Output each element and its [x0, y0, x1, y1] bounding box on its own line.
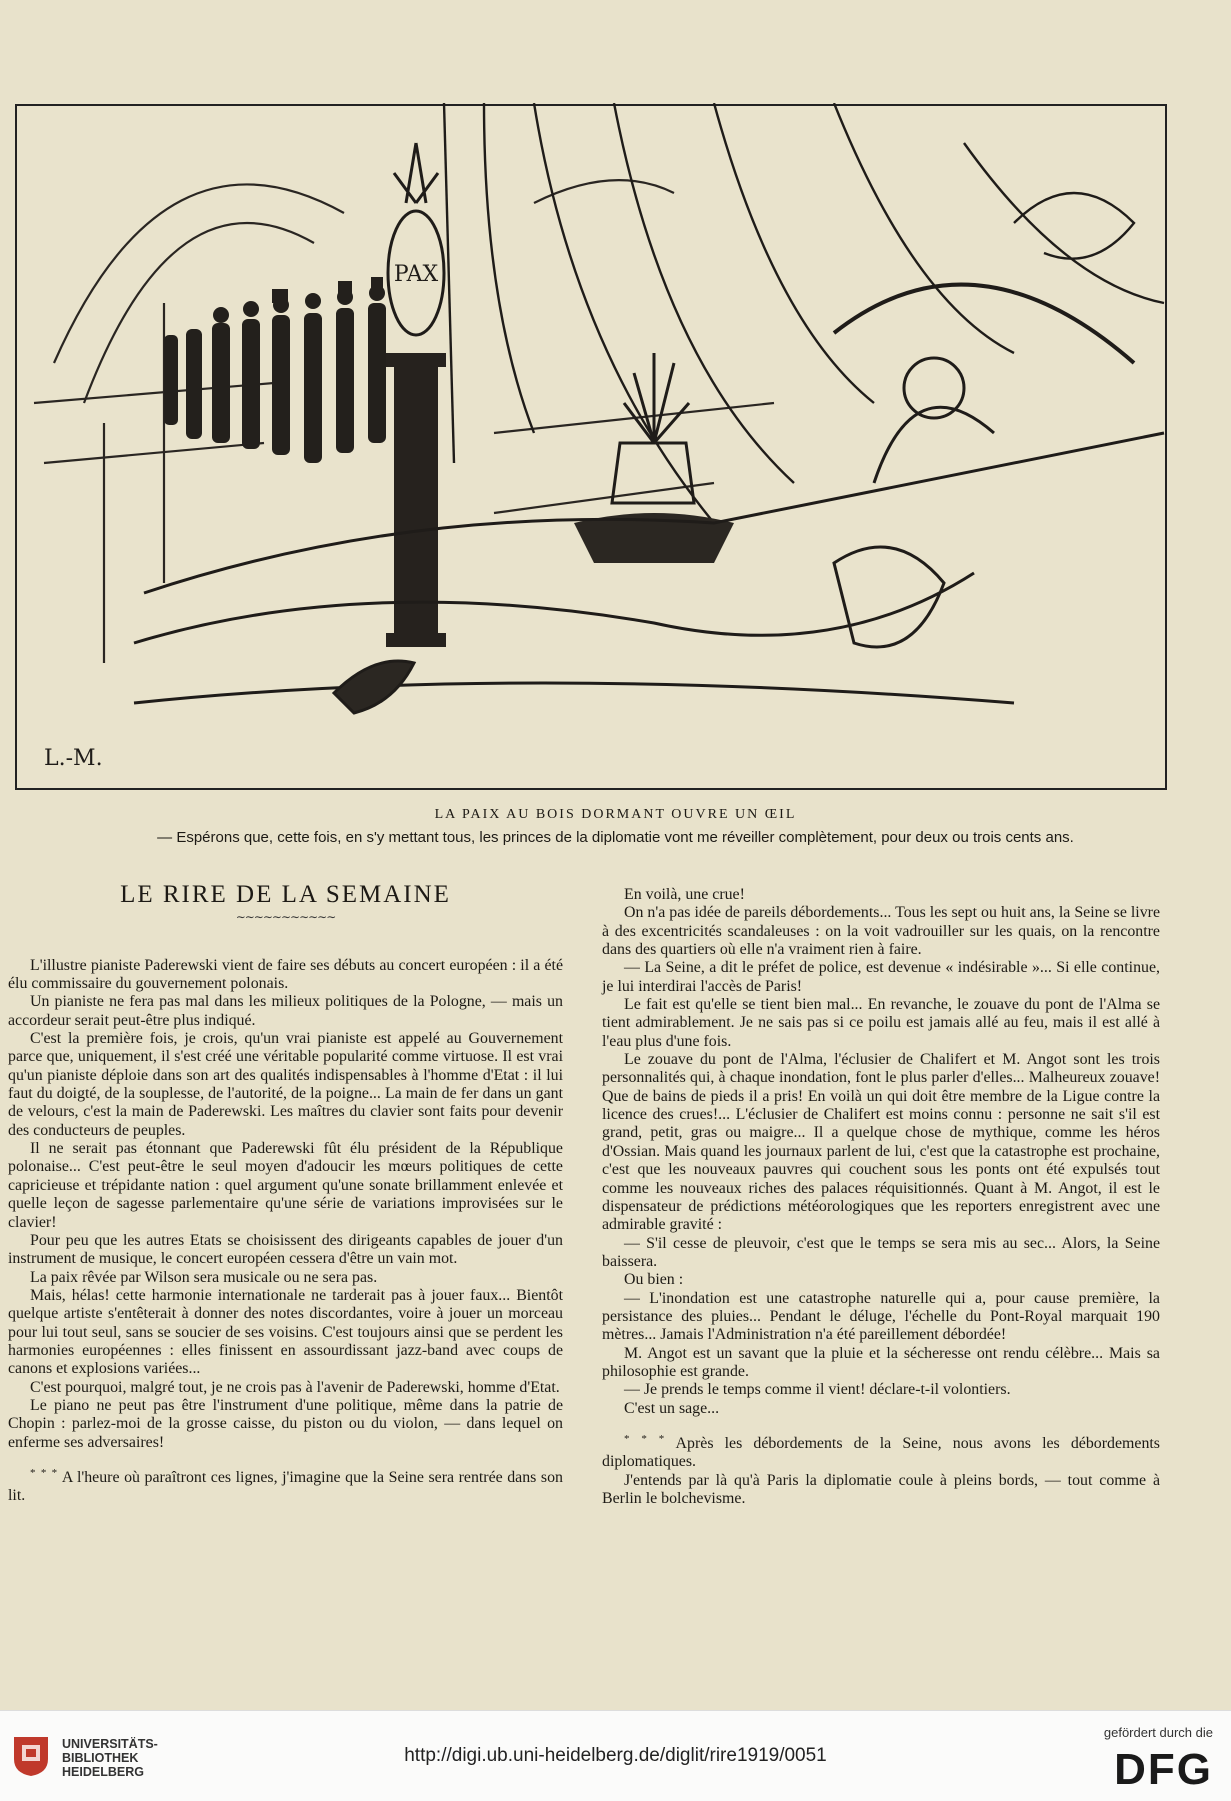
- paragraph: — La Seine, a dit le préfet de police, est devenue « indésirable »... Si elle continue, je lui interdirai l'accès de Paris!: [602, 959, 1160, 995]
- paragraph: [8, 1464, 563, 1506]
- paragraph-text: Après les débordements de la Seine, nous avons les débordements diplomatiques.: [602, 1434, 1160, 1471]
- article-title: LE RIRE DE LA SEMAINE: [120, 881, 451, 908]
- digitization-footer: [0, 1710, 1231, 1801]
- institution-line: HEIDELBERG: [62, 1765, 144, 1779]
- paragraph: L'illustre pianiste Paderewski vient de faire ses débuts au concert européen : il a été élu commissaire du gouvernement polonais.: [8, 956, 563, 993]
- paragraph: — L'inondation est une catastrophe naturelle qui a, pour cause première, la persistance des pluies... Pendant le déluge, l'échelle du Pont-Royal marquait 190 mètres... Jamais l'Administration n'a été pareillement débordée!: [602, 1289, 1160, 1344]
- caption-title: LA PAIX AU BOIS DORMANT OUVRE UN ŒIL: [434, 807, 797, 822]
- paragraph: C'est la première fois, je crois, qu'un vrai pianiste est appelé au Gouvernement parce que, uniquement, il s'est créé une véritable popularité comme virtuose. Il est vrai qu'un pianiste déploie dans son art des qualités indispensables à l'homme d'Etat : il lui faut du doigté, de la souplesse, de l'autorité, de la poigne... La main de fer dans un gant de velours, c'est la main de Paderewski. Les maîtres du clavier sont faits pour devenir des conducteurs de peuples.: [8, 1030, 563, 1139]
- paragraph: [602, 1430, 1160, 1472]
- paragraph: — Je prends le temps comme il vient! déclare-t-il volontiers.: [624, 1381, 1011, 1399]
- paragraph: C'est pourquoi, malgré tout, je ne crois pas à l'avenir de Paderewski, homme d'Etat.: [30, 1378, 560, 1396]
- article-left-column: [8, 880, 563, 1506]
- funding-label: gefördert durch die: [1103, 1725, 1213, 1740]
- section-stars: * * *: [30, 1466, 59, 1479]
- section-stars: * * *: [624, 1432, 666, 1445]
- paragraph: Le fait est qu'elle se tient bien mal... En revanche, le zouave du pont de l'Alma se tient admirablement. Je ne sais pas si ce poilu est jamais allé au feu, mais il est allé à l'eau plus d'une fois.: [602, 996, 1160, 1050]
- title-ornament: ∼∼∼∼∼∼∼∼∼∼∼: [235, 910, 336, 925]
- institution-line: UNIVERSITÄTS-: [62, 1737, 158, 1751]
- paragraph: Pour peu que les autres Etats se choisissent des dirigeants capables de jouer d'un instrument de musique, le concert européen cessera d'être un vain mot.: [8, 1231, 563, 1268]
- dfg-logo: DFG: [1114, 1745, 1213, 1794]
- paragraph: On n'a pas idée de pareils débordements... Tous les sept ou huit ans, la Seine se livre à des excentricités scandaleuses : on la voit vadrouiller sur les quais, on la rencontre dans des quartiers où elle n'a vraiment rien à faire.: [602, 904, 1160, 959]
- article-right-column: [602, 886, 1160, 1508]
- paragraph: C'est un sage...: [624, 1399, 720, 1417]
- paragraph: J'entends par là qu'à Paris la diplomatie coule à pleins bords, — tout comme à Berlin le bolchevisme.: [602, 1471, 1160, 1507]
- paragraph: En voilà, une crue!: [624, 886, 745, 903]
- paragraph: — S'il cesse de pleuvoir, c'est que le temps se sera mis au sec... Alors, la Seine baissera.: [602, 1234, 1160, 1270]
- source-url-link[interactable]: http://digi.ub.uni-heidelberg.de/diglit/rire1919/0051: [404, 1745, 827, 1766]
- pax-label: PAX: [393, 262, 439, 287]
- paragraph-text: A l'heure où paraîtront ces lignes, j'imagine que la Seine sera rentrée dans son lit.: [8, 1468, 563, 1505]
- caption-text: — Espérons que, cette fois, en s'y mettant tous, les princes de la diplomatie vont me réveiller complètement, pour deux ou trois cents ans.: [157, 829, 1074, 846]
- institution-line: BIBLIOTHEK: [62, 1751, 139, 1765]
- paragraph: Il ne serait pas étonnant que Paderewski fût élu président de la République polonaise... C'est peut-être le seul moyen d'adoucir les mœurs politiques de cette capricieuse et trépidante nation : quel argument qu'une sonate brillamment enlevée et quelle leçon de sagesse parlementaire qu'une série de variations improvisées sur le clavier!: [8, 1140, 563, 1231]
- paragraph: Mais, hélas! cette harmonie internationale ne tarderait pas à jouer faux... Bientôt quelque artiste s'entêterait à donner des notes discordantes, voire à jouer un morceau pour lui tout seul, sans se soucier de ses voisins. C'est toujours ainsi que se perdent les harmonies européennes : elles finissent en assourdissant jazz-band avec coups de canons et explosions variées...: [8, 1286, 563, 1378]
- paragraph: Le zouave du pont de l'Alma, l'éclusier de Chalifert et M. Angot sont les trois personnalités qui, à chaque inondation, font le plus parler d'elles... Malheureux zouave! Que de bains de pieds il a pris! En voilà un qui doit être membre de la Ligue contre la licence des crues!... L'éclusier de Chalifert est moins connu : personne ne sait s'il est grand, petit, gras ou maigre... Il a quelque chose de mythique, comme les héros d'Ossian. Mais quand les journaux parlent de lui, c'est que la catastrophe est prochaine, c'est que les nouveaux pauvres qui couchent sous les ponts ont été expulsés tout comme les nouveaux riches des palaces réquisitionnés. Quant à M. Angot, il est le dispensateur de prédictions météorologiques que les reporters enregistrent avec une admirable gravité :: [602, 1051, 1160, 1234]
- cartoon-illustration: [14, 103, 1169, 791]
- artist-signature: L.-M.: [44, 746, 103, 771]
- paragraph: Ou bien :: [624, 1271, 684, 1289]
- paragraph: Le piano ne peut pas être l'instrument d'une politique, même dans la patrie de Chopin : parlez-moi de la grosse caisse, du piston ou du violon, — dans lequel on enferme ses adversaires!: [8, 1396, 563, 1451]
- paragraph: Un pianiste ne fera pas mal dans les milieux politiques de la Pologne, — mais un accordeur serait peut-être plus indiqué.: [8, 993, 563, 1029]
- paragraph: La paix rêvée par Wilson sera musicale ou ne sera pas.: [30, 1268, 378, 1286]
- paragraph: M. Angot est un savant que la pluie et la sécheresse ont rendu célèbre... Mais sa philosophie est grande.: [602, 1344, 1160, 1380]
